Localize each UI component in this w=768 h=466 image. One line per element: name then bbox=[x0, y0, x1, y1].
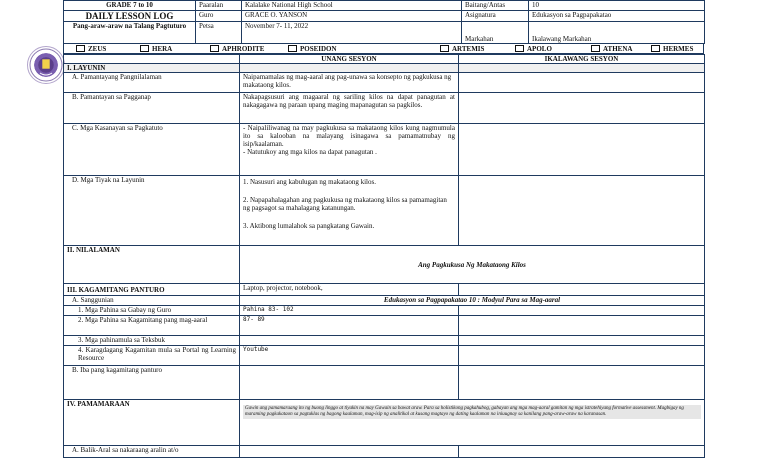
section-label: ARTEMIS bbox=[452, 44, 485, 53]
field-value: GRACE O. YANSON bbox=[242, 11, 462, 22]
document-subtitle: Pang-araw-araw na Talang Pagtuturo bbox=[64, 22, 196, 44]
row-text-cell bbox=[240, 124, 459, 176]
sections-row bbox=[63, 44, 704, 54]
row-label: 4. Karagdagang Kagamitan mula sa Portal ng Learning Resource bbox=[64, 346, 240, 366]
section-apolo[interactable] bbox=[515, 45, 591, 53]
row-text: - Natutukoy ang mga kilos na dapat panagutan . bbox=[243, 148, 377, 156]
lesson-table bbox=[63, 54, 705, 458]
row-label: A. Balik-Aral sa nakaraang aralin at/o bbox=[64, 446, 240, 458]
note-cell bbox=[240, 400, 705, 446]
section-label: APOLO bbox=[527, 44, 552, 53]
checkbox-icon[interactable] bbox=[76, 45, 85, 52]
section-poseidon[interactable] bbox=[288, 45, 440, 53]
section-heading: I. LAYUNIN bbox=[64, 64, 240, 73]
procedure-note: Gawin ang pamamaraang ito ng buong linggo at tiyakin na may Gawain sa bawat araw. Para sa holistikong pagkahubog, gabayan ang mga mag-aaral gamitan ng mga istratehiyang formative assessment. Magbigay ng maraming pagkakataon sa pagtuklas ng bagong kaalaman, mag-isip ng analitikal at kusang magtayo ng dating kaalaman na iniuugnay sa kanilang pang-araw-araw na karanasan. bbox=[243, 405, 701, 419]
row-text: - Naipaliliwanag na may pagkukusa sa makataong kilos kung nagmumula ito sa kalooban na malayang isinagawa sa pamamatnubay ng isip/kaalaman. bbox=[243, 124, 455, 148]
checkbox-icon[interactable] bbox=[440, 45, 449, 52]
column-header-second: IKALAWANG SESYON bbox=[459, 55, 705, 64]
section-hera[interactable] bbox=[140, 45, 210, 53]
field-value: Ikalawang Markahan bbox=[529, 22, 705, 44]
section-label: APHRODITE bbox=[222, 44, 265, 53]
column-header-first: UNANG SESYON bbox=[240, 55, 459, 64]
field-value: November 7- 11, 2022 bbox=[242, 22, 462, 44]
field-value: Kalalake National High School bbox=[242, 1, 462, 11]
daily-lesson-log bbox=[63, 0, 704, 458]
header-table bbox=[63, 0, 705, 44]
row-text: 87- 89 bbox=[240, 316, 459, 336]
row-text-cell bbox=[240, 176, 459, 246]
field-label: Paaralan bbox=[196, 1, 242, 11]
checkbox-icon[interactable] bbox=[515, 45, 524, 52]
row-text: Pahina 83- 102 bbox=[240, 306, 459, 316]
row-label: D. Mga Tiyak na Layunin bbox=[64, 176, 240, 246]
field-label: Baitang/Antas bbox=[462, 1, 529, 11]
row-label: B. Pamantayan sa Pagganap bbox=[64, 93, 240, 124]
section-heading: IV. PAMAMARAAN bbox=[64, 400, 240, 446]
section-label: HERA bbox=[152, 44, 173, 53]
checkbox-icon[interactable] bbox=[288, 45, 297, 52]
row-label: B. Iba pang kagamitang panturo bbox=[64, 366, 240, 400]
checkbox-icon[interactable] bbox=[210, 45, 219, 52]
section-heading: II. NILALAMAN bbox=[64, 246, 240, 284]
grade-label: GRADE 7 to 10 bbox=[64, 1, 196, 11]
field-label: Asignatura bbox=[462, 11, 529, 22]
row-text: Youtube bbox=[240, 346, 459, 366]
field-value: Edukasyon sa Pagpapakatao bbox=[529, 11, 705, 22]
row-text: 2. Napapahalagahan ang pagkukusa ng makataong kilos sa pamamagitan ng pagsagot sa mahalagang katanungan. bbox=[243, 196, 447, 212]
checkbox-icon[interactable] bbox=[651, 45, 660, 52]
section-label: ATHENA bbox=[603, 44, 633, 53]
section-label: POSEIDON bbox=[300, 44, 337, 53]
topic-title: Ang Pagkukusa Ng Makataong Kilos bbox=[240, 246, 705, 284]
section-label: HERMES bbox=[663, 44, 694, 53]
row-label: 1. Mga Pahina sa Gabay ng Guro bbox=[64, 306, 240, 316]
row-text: Naipamamalas ng mag-aaral ang pag-unawa sa konsepto ng pagkukusa ng makataong kilos. bbox=[240, 73, 459, 93]
row-label: C. Mga Kasanayan sa Pagkatuto bbox=[64, 124, 240, 176]
section-heading: III. KAGAMITANG PANTURO bbox=[64, 284, 240, 296]
row-text: 1. Nasusuri ang kabulugan ng makataong kilos. bbox=[243, 178, 376, 186]
reference-title: Edukasyon sa Pagpapakatao 10 : Modyul Para sa Mag-aaral bbox=[240, 296, 705, 306]
row-text: 3. Aktibong lumalahok sa pangkatang Gawain. bbox=[243, 222, 375, 230]
row-label: 3. Mga pahinamula sa Teksbuk bbox=[64, 336, 240, 346]
field-value: 10 bbox=[529, 1, 705, 11]
checkbox-icon[interactable] bbox=[140, 45, 149, 52]
field-label: Petsa bbox=[196, 22, 242, 44]
row-label: A. Pamantayang Pangnilalaman bbox=[64, 73, 240, 93]
field-label: Markahan bbox=[462, 22, 529, 44]
row-text: Nakapagsusuri ang magaaral ng sariling kilos na dapat panagutan at nakagagawa ng paraan upang maging mapanagutan sa pagkilos. bbox=[240, 93, 459, 124]
row-label: 2. Mga Pahina sa Kagamitang pang mag-aaral bbox=[64, 316, 240, 336]
deped-seal-logo bbox=[27, 46, 65, 84]
row-label: A. Sanggunian bbox=[64, 296, 240, 306]
section-aphrodite[interactable] bbox=[210, 45, 288, 53]
field-label: Guro bbox=[196, 11, 242, 22]
row-text: Laptop, projector, notebook, bbox=[240, 284, 459, 296]
section-label: ZEUS bbox=[88, 44, 107, 53]
section-zeus[interactable] bbox=[64, 45, 140, 53]
checkbox-icon[interactable] bbox=[591, 45, 600, 52]
section-artemis[interactable] bbox=[440, 45, 515, 53]
section-hermes[interactable] bbox=[651, 45, 701, 53]
document-title: DAILY LESSON LOG bbox=[64, 11, 196, 22]
section-athena[interactable] bbox=[591, 45, 651, 53]
